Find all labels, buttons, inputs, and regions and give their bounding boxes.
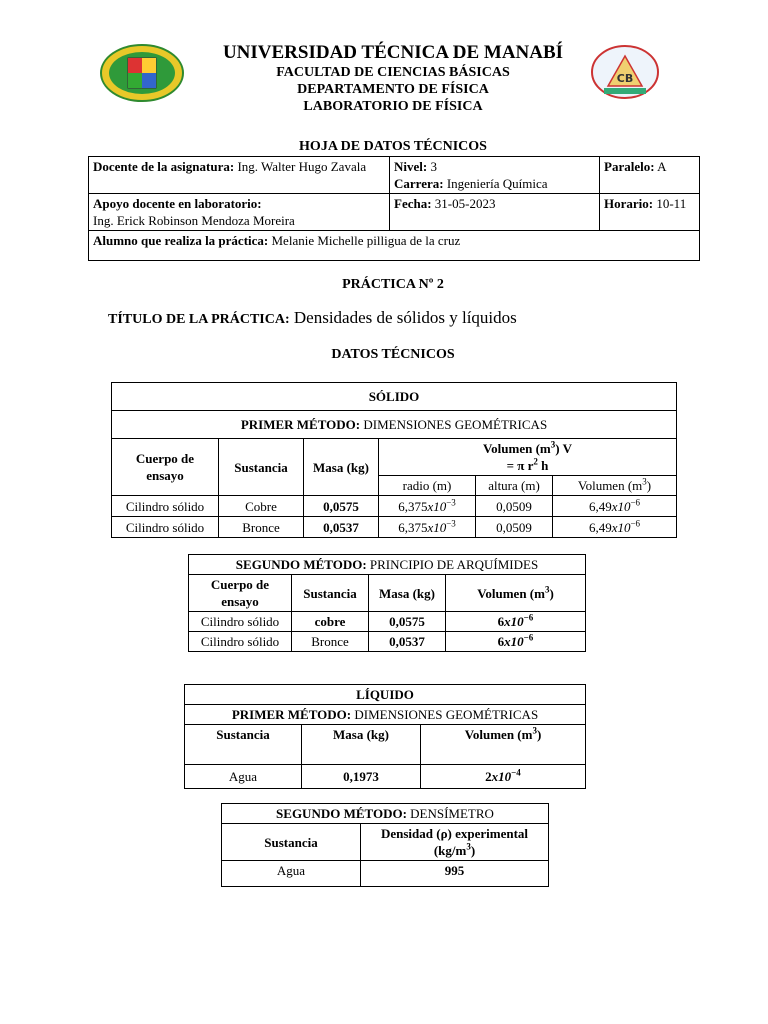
paralelo-cell: Paralelo: A — [600, 157, 700, 194]
department-name: DEPARTAMENTO DE FÍSICA — [297, 82, 489, 97]
info-table — [88, 156, 700, 261]
solido-method2-table: SEGUNDO MÉTODO: PRINCIPIO DE ARQUÍMIDES Cuerpo de ensayo Sustancia Masa (kg) Volumen $(m^3)$ Cilindro sólido cobre 0,0575 $6x10^{-6}$ Cilindro sólido Bronce 0,0537 $6x10^{-6}$ — [188, 554, 586, 652]
alumno-cell: Alumno que realiza la práctica: Melanie Michelle pilligua de la cruz — [89, 231, 700, 261]
docente-cell: Docente de la asignatura: Ing. Walter Hugo Zavala — [89, 157, 390, 194]
lab-name: LABORATORIO DE FÍSICA — [303, 99, 483, 114]
svg-text:CB: CB — [616, 72, 634, 85]
solido-method1-table — [111, 382, 677, 538]
solido-method2: SEGUNDO MÉTODO: PRINCIPIO DE ARQUÍMIDES — [189, 555, 586, 575]
sheet-title: HOJA DE DATOS TÉCNICOS — [299, 139, 487, 154]
solido-title: SÓLIDO — [112, 383, 677, 411]
col-masa: Masa (kg) — [304, 439, 379, 496]
faculty-name: FACULTAD DE CIENCIAS BÁSICAS — [276, 65, 510, 80]
practica-number: PRÁCTICA Nº 2 — [342, 277, 444, 292]
nivel-carrera-cell: Nivel: 3 Carrera: Ingeniería Química — [390, 157, 600, 194]
table-row: Cilindro sólido Cobre 0,0575 $6,375x10^{-3}$ 0,0509 $6,49x10^{-6}$ — [112, 496, 677, 517]
table-row: Agua 995 — [222, 861, 549, 887]
university-name: UNIVERSIDAD TÉCNICA DE MANABÍ — [222, 42, 564, 63]
col-sustancia: Sustancia — [219, 439, 304, 496]
datos-tecnicos-heading: DATOS TÉCNICOS — [331, 347, 455, 362]
sub-volumen: Volumen $(m^3)$ — [553, 476, 677, 496]
practice-title: TÍTULO DE LA PRÁCTICA: Densidades de sólidos y líquidos — [108, 308, 517, 327]
horario-cell: Horario: 10-11 — [600, 194, 700, 231]
sub-altura: altura (m) — [476, 476, 553, 496]
table-row: Cilindro sólido Bronce 0,0537 $6x10^{-6}$ — [189, 632, 586, 652]
liquido-method1-table: LÍQUIDO PRIMER MÉTODO: DIMENSIONES GEOMÉTRICAS Sustancia Masa (kg) Volumen $(m^3)$ Agua 0,1973 $2x10^{-4}$ — [184, 684, 586, 789]
apoyo-cell: Apoyo docente en laboratorio: Ing. Erick Robinson Mendoza Moreira — [89, 194, 390, 231]
table-row: Agua 0,1973 $2x10^{-4}$ — [185, 765, 586, 789]
liquido-method1: PRIMER MÉTODO: DIMENSIONES GEOMÉTRICAS — [185, 705, 586, 725]
sub-radio: radio (m) — [379, 476, 476, 496]
liquido-method2: SEGUNDO MÉTODO: DENSÍMETRO — [222, 804, 549, 824]
table-row: Cilindro sólido Bronce 0,0537 $6,375x10^{-3}$ 0,0509 $6,49x10^{-6}$ — [112, 517, 677, 538]
solido-method1: PRIMER MÉTODO: DIMENSIONES GEOMÉTRICAS — [112, 411, 677, 439]
fecha-cell: Fecha: 31-05-2023 — [390, 194, 600, 231]
liquido-title: LÍQUIDO — [185, 685, 586, 705]
col-volumen: Volumen $(m^3)$ V = π $r^2$ h — [379, 439, 677, 476]
table-row: Cilindro sólido cobre 0,0575 $6x10^{-6}$ — [189, 612, 586, 632]
col-cuerpo: Cuerpo de ensayo — [112, 439, 219, 496]
liquido-method2-table: SEGUNDO MÉTODO: DENSÍMETRO Sustancia Densidad (ρ) experimental $(kg/m^3)$ Agua 995 — [221, 803, 549, 887]
